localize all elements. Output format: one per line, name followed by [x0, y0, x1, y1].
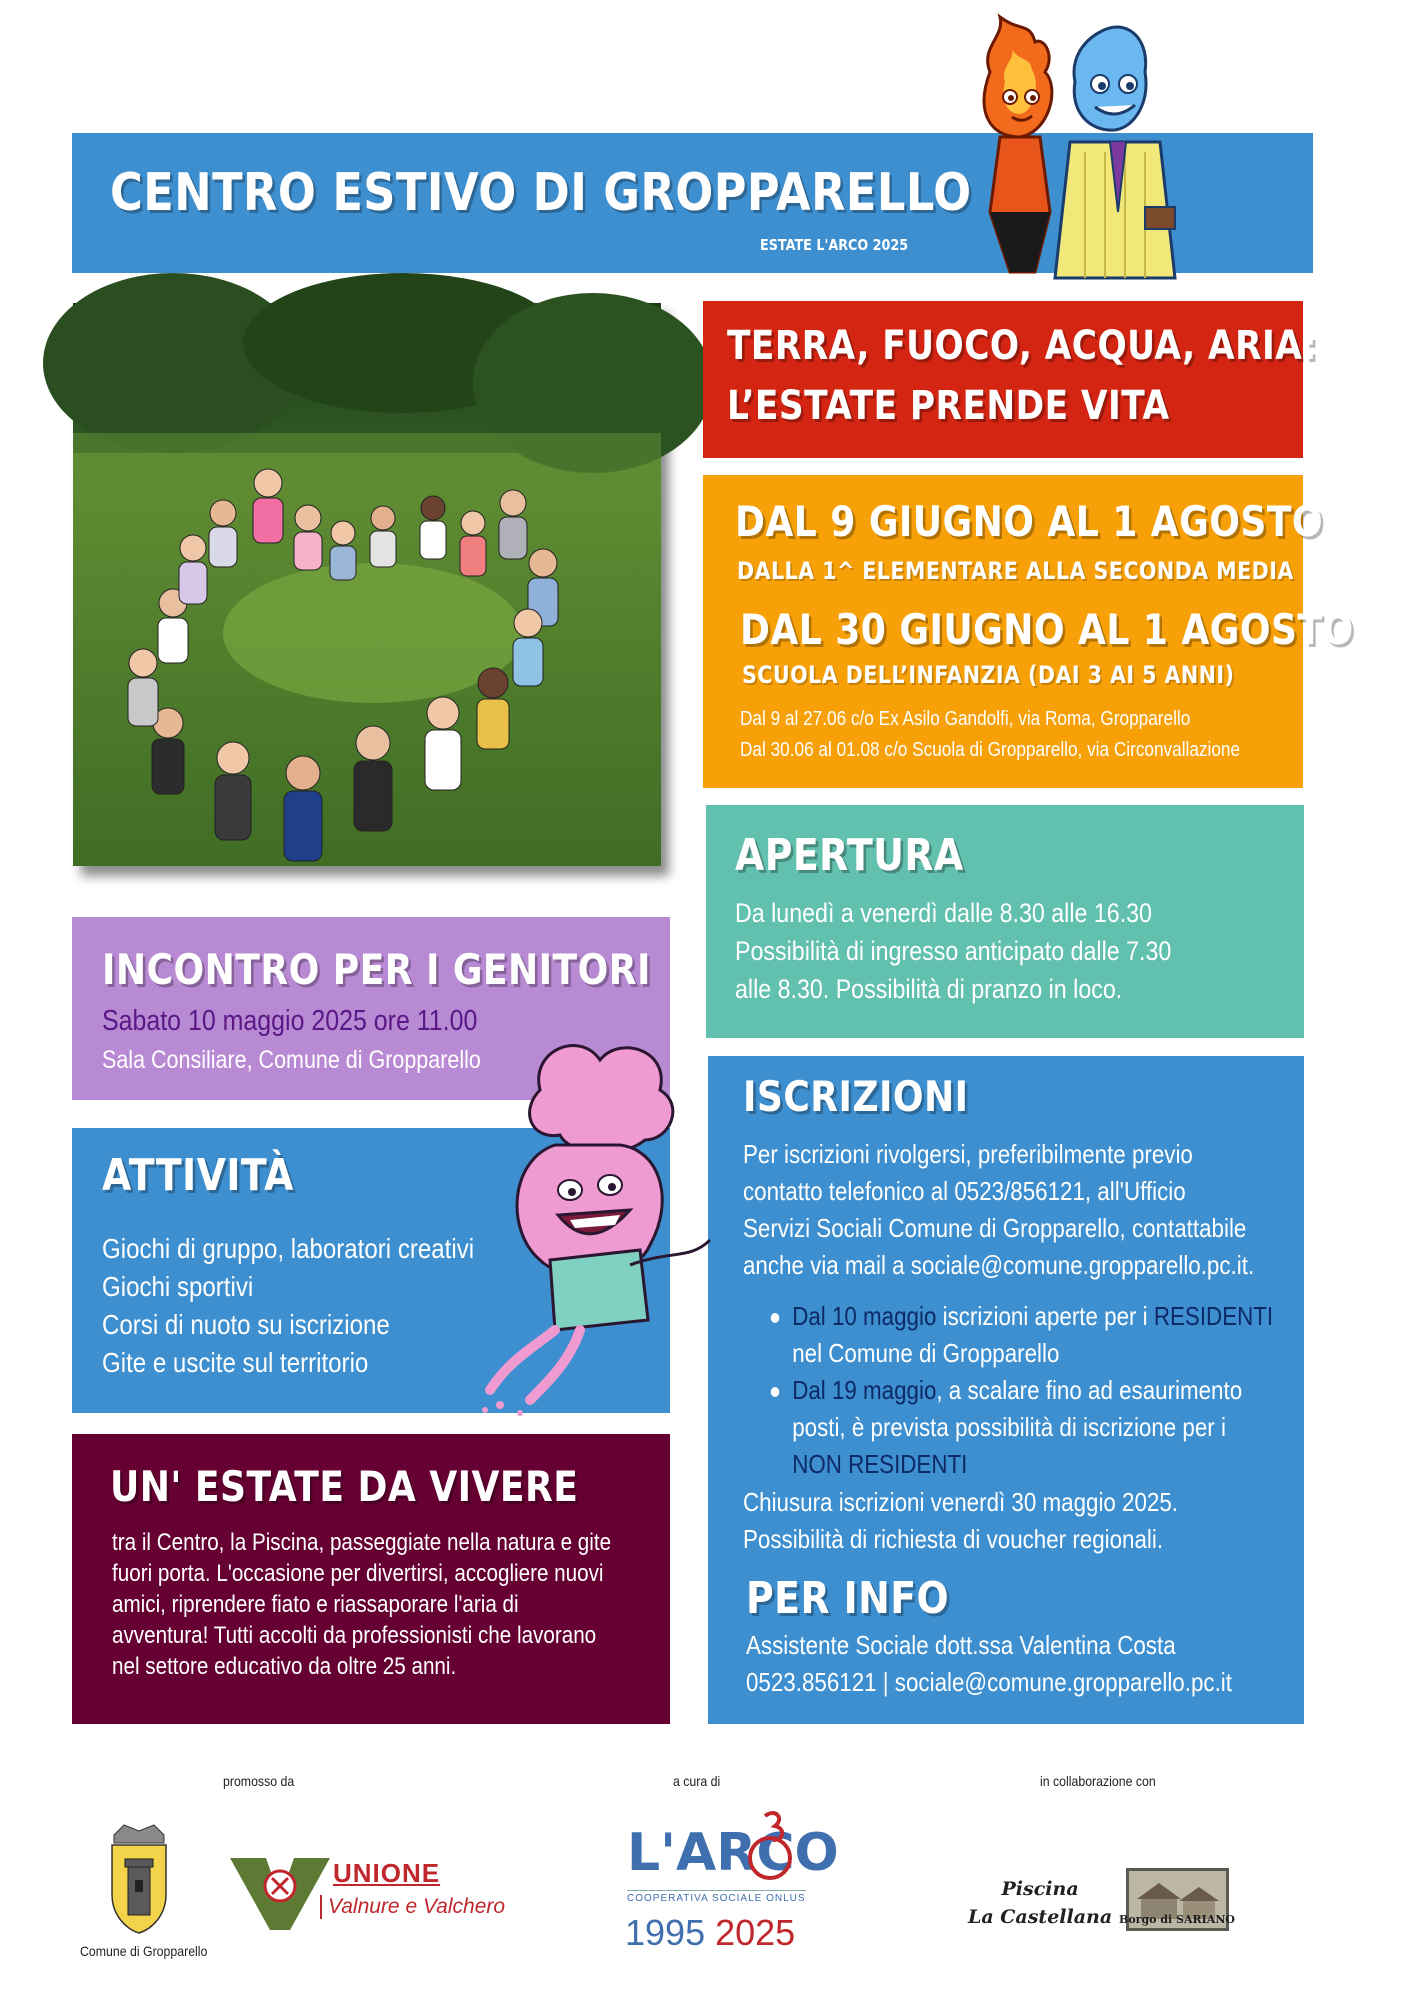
registration-intro-line: anche via mail a sociale@comune.gropparello.pc.it. [743, 1250, 1255, 1280]
meeting-place: Sala Consiliare, Comune di Gropparello [102, 1046, 481, 1074]
page-subtitle: ESTATE L'ARCO 2025 [760, 236, 909, 254]
dates-audience-2: SCUOLA DELL’INFANZIA (DAI 3 AI 5 ANNI) [742, 661, 1235, 689]
theme-line-2: L’ESTATE PRENDE VITA [727, 383, 1170, 429]
residents-date: Dal 10 maggio [792, 1301, 937, 1331]
theme-line-1: TERRA, FUOCO, ACQUA, ARIA: [727, 323, 1318, 369]
wind-character-illustration [470, 1030, 740, 1420]
arco-year-end: 2025 [715, 1912, 796, 1953]
registration-intro-line: contatto telefonico al 0523/856121, all'Ufficio [743, 1176, 1186, 1206]
registration-intro-line: Per iscrizioni rivolgersi, preferibilmente previo [743, 1139, 1193, 1169]
summer-line: tra il Centro, la Piscina, passeggiate nella natura e gite [112, 1529, 612, 1556]
elemental-characters-illustration [950, 12, 1180, 278]
residents-line-2: nel Comune di Gropparello [792, 1338, 1060, 1368]
page-title: CENTRO ESTIVO DI GROPPARELLO [110, 163, 972, 223]
registration-heading: ISCRIZIONI [743, 1072, 969, 1121]
unione-subtitle: Valnure e Valchero [320, 1895, 505, 1919]
unione-name: UNIONE [333, 1858, 441, 1888]
dates-location-2: Dal 30.06 al 01.08 c/o Scuola di Gropparello, via Circonvallazione [740, 739, 1241, 761]
opening-heading: APERTURA [735, 830, 964, 881]
activity-item: Giochi sportivi [102, 1271, 254, 1302]
curated-by-label: a cura di [673, 1773, 721, 1789]
arco-logo-wordmark: L'ARCO [627, 1823, 839, 1883]
piscina-line-2: La Castellana [968, 1906, 1113, 1928]
non-residents-line-2: posti, è prevista possibilità di iscrizione per i [792, 1412, 1226, 1442]
dates-range-1: DAL 9 GIUGNO AL 1 AGOSTO [735, 497, 1324, 546]
comune-label: Comune di Gropparello [80, 1943, 208, 1959]
borgo-sariano-logo [1119, 1868, 1235, 1931]
borgo-sariano-text: Borgo di SARIANO [1119, 1913, 1235, 1926]
non-residents-date: Dal 19 maggio [792, 1375, 937, 1405]
info-heading: PER INFO [746, 1573, 950, 1624]
summer-line: fuori porta. L'occasione per divertirsi, accogliere nuovi [112, 1560, 604, 1587]
bullet-icon [771, 1313, 780, 1323]
activities-heading: ATTIVITÀ [102, 1150, 294, 1201]
activity-item: Corsi di nuoto su iscrizione [102, 1309, 390, 1340]
registration-closing-line: Chiusura iscrizioni venerdì 30 maggio 2025. [743, 1487, 1179, 1517]
children-group-photo [73, 303, 661, 866]
info-contact-name: Assistente Sociale dott.ssa Valentina Costa [746, 1630, 1176, 1660]
arco-year-start: 1995 [625, 1912, 706, 1953]
opening-line-2: Possibilità di ingresso anticipato dalle 7.30 [735, 936, 1172, 966]
dates-audience-1: DALLA 1^ ELEMENTARE ALLA SECONDA MEDIA [737, 557, 1294, 585]
meeting-date: Sabato 10 maggio 2025 ore 11.00 [102, 1005, 478, 1037]
arco-years [625, 1912, 795, 1954]
promoted-by-label: promosso da [223, 1773, 295, 1789]
summer-line: amici, riprendere fiato e riassaporare l'aria di [112, 1591, 519, 1618]
activity-item: Giochi di gruppo, laboratori creativi [102, 1233, 475, 1264]
collaboration-label: in collaborazione con [1040, 1773, 1156, 1789]
registration-bullet-non-residents [775, 1372, 1273, 1483]
opening-line-3: alle 8.30. Possibilità di pranzo in loco. [735, 974, 1123, 1004]
arco-logo [625, 1808, 839, 1888]
registration-closing [743, 1484, 1178, 1558]
summer-heading: UN' ESTATE DA VIVERE [110, 1462, 579, 1511]
non-residents-label: NON RESIDENTI [792, 1449, 968, 1479]
registration-bullets [775, 1298, 1273, 1483]
piscina-line-1: Piscina [1001, 1878, 1079, 1900]
residents-label: RESIDENTI [1153, 1301, 1274, 1331]
borgo-sariano-image [1119, 1871, 1235, 1928]
dates-location-1: Dal 9 al 27.06 c/o Ex Asilo Gandolfi, via Roma, Gropparello [740, 708, 1191, 730]
unione-logo-mark [230, 1858, 330, 1930]
comune-coat-of-arms [108, 1825, 170, 1933]
photo-illustration [73, 303, 661, 866]
residents-text: iscrizioni aperte per i [936, 1301, 1154, 1331]
registration-voucher-line: Possibilità di richiesta di voucher regionali. [743, 1524, 1164, 1554]
opening-line-1: Da lunedì a venerdì dalle 8.30 alle 16.30 [735, 898, 1152, 928]
registration-intro [743, 1136, 1254, 1284]
meeting-heading: INCONTRO PER I GENITORI [102, 945, 651, 994]
arco-cooperative-label: COOPERATIVA SOCIALE ONLUS [627, 1890, 806, 1904]
non-residents-text: , a scalare fino ad esaurimento [936, 1375, 1243, 1405]
dates-range-2: DAL 30 GIUGNO AL 1 AGOSTO [740, 605, 1354, 654]
info-contact-details: 0523.856121 | sociale@comune.gropparello.pc.it [746, 1667, 1232, 1697]
bullet-icon [771, 1387, 780, 1397]
summer-line: avventura! Tutti accolti da professionisti che lavorano [112, 1622, 597, 1649]
summer-line: nel settore educativo da oltre 25 anni. [112, 1653, 457, 1680]
activity-item: Gite e uscite sul territorio [102, 1347, 369, 1378]
registration-bullet-residents [775, 1298, 1273, 1372]
activities-list [102, 1230, 474, 1382]
piscina-logo [968, 1875, 1112, 1931]
summer-text [112, 1527, 611, 1682]
registration-intro-line: Servizi Sociali Comune di Gropparello, contattabile [743, 1213, 1247, 1243]
